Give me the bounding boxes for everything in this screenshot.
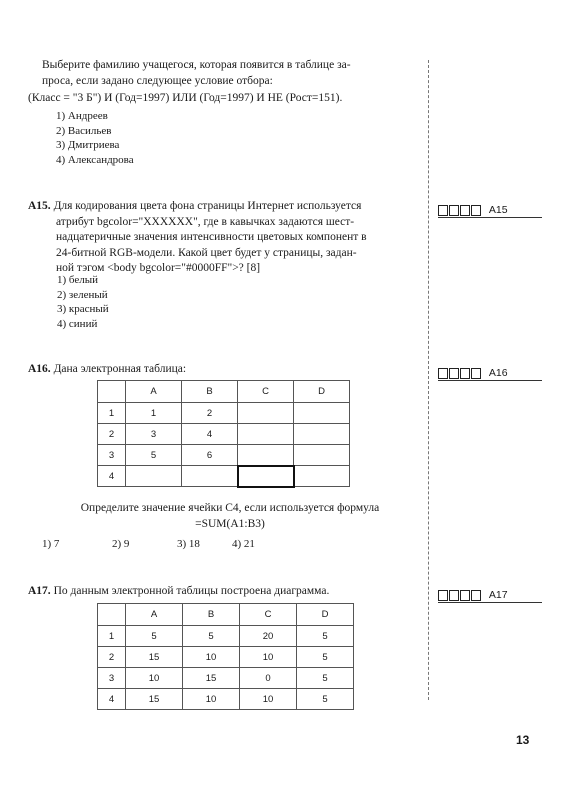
answer-cell[interactable] bbox=[438, 590, 448, 601]
a17-spreadsheet bbox=[97, 603, 354, 710]
row-header: 4 bbox=[98, 689, 126, 710]
answer-box-a15[interactable] bbox=[438, 204, 542, 218]
table-row bbox=[98, 466, 350, 487]
cell: 10 bbox=[240, 647, 297, 668]
table-row bbox=[98, 424, 350, 445]
cell: 5 bbox=[297, 647, 354, 668]
row-header: 3 bbox=[98, 445, 126, 466]
option[interactable]: 3) 18 bbox=[177, 538, 200, 550]
cell: 15 bbox=[126, 647, 183, 668]
cell: 5 bbox=[297, 668, 354, 689]
cell: 5 bbox=[297, 626, 354, 647]
cell: 15 bbox=[126, 689, 183, 710]
header-cell bbox=[98, 381, 126, 403]
margin-divider bbox=[428, 60, 429, 700]
cell bbox=[294, 445, 350, 466]
option[interactable]: 1) белый bbox=[57, 274, 99, 286]
cell: 2 bbox=[182, 403, 238, 424]
table-row bbox=[98, 403, 350, 424]
question-line: По данным электронной таблицы построена диаграмма. bbox=[53, 585, 330, 597]
question-number: А17. bbox=[28, 585, 51, 597]
answer-cell[interactable] bbox=[460, 368, 470, 379]
selected-cell-c4 bbox=[238, 466, 294, 487]
question-line: ной тэгом <body bgcolor="#0000FF">? [8] bbox=[56, 262, 261, 274]
option[interactable]: 2) Васильев bbox=[56, 124, 112, 137]
a17-question bbox=[28, 584, 329, 600]
answer-cell[interactable] bbox=[471, 590, 481, 601]
row-header: 2 bbox=[98, 647, 126, 668]
cell: 10 bbox=[240, 689, 297, 710]
answer-cell[interactable] bbox=[471, 368, 481, 379]
table-header-row bbox=[98, 381, 350, 403]
cell: 6 bbox=[182, 445, 238, 466]
table-row bbox=[98, 626, 354, 647]
header-cell bbox=[98, 604, 126, 626]
cell: 10 bbox=[183, 647, 240, 668]
row-header: 3 bbox=[98, 668, 126, 689]
prev-question-text bbox=[42, 58, 412, 89]
header-cell: B bbox=[183, 604, 240, 626]
question-number: А16. bbox=[28, 363, 51, 375]
cell bbox=[126, 466, 182, 487]
cell bbox=[294, 424, 350, 445]
table-header-row bbox=[98, 604, 354, 626]
table-row bbox=[98, 445, 350, 466]
option[interactable]: 2) зеленый bbox=[57, 288, 108, 301]
cell: 1 bbox=[126, 403, 182, 424]
header-cell: A bbox=[126, 381, 182, 403]
answer-label: А17 bbox=[488, 589, 508, 602]
a15-options bbox=[57, 273, 109, 331]
cell: 5 bbox=[126, 445, 182, 466]
cell: 5 bbox=[126, 626, 183, 647]
table-row bbox=[98, 689, 354, 710]
a16-formula-question bbox=[40, 501, 420, 532]
answer-cell[interactable] bbox=[460, 590, 470, 601]
option[interactable]: 2) 9 bbox=[112, 538, 130, 550]
answer-cell[interactable] bbox=[438, 205, 448, 216]
cell bbox=[294, 466, 350, 487]
row-header: 1 bbox=[98, 626, 126, 647]
cell: 15 bbox=[183, 668, 240, 689]
answer-box-a17[interactable] bbox=[438, 589, 542, 603]
question-line: Для кодирования цвета фона страницы Интернет используется bbox=[53, 200, 362, 212]
answer-cell[interactable] bbox=[471, 205, 481, 216]
question-line: 24-битной RGB-модели. Какой цвет будет у страницы, задан- bbox=[56, 246, 357, 259]
answer-cell[interactable] bbox=[449, 205, 459, 216]
cell: 0 bbox=[240, 668, 297, 689]
table-row bbox=[98, 668, 354, 689]
cell bbox=[238, 403, 294, 424]
answer-cell[interactable] bbox=[449, 368, 459, 379]
cell: 3 bbox=[126, 424, 182, 445]
answer-cell[interactable] bbox=[460, 205, 470, 216]
question-line: Дана электронная таблица: bbox=[53, 363, 187, 375]
header-cell: D bbox=[294, 381, 350, 403]
question-number: А15. bbox=[28, 200, 51, 212]
answer-label: А16 bbox=[488, 367, 508, 380]
answer-cell[interactable] bbox=[438, 368, 448, 379]
cell bbox=[238, 445, 294, 466]
prev-question-options bbox=[56, 109, 134, 167]
a16-spreadsheet bbox=[97, 380, 350, 488]
option[interactable]: 3) красный bbox=[57, 303, 109, 315]
cell: 10 bbox=[183, 689, 240, 710]
option[interactable]: 1) 7 bbox=[42, 538, 60, 550]
prev-question-condition: (Класс = "3 Б") И (Год=1997) ИЛИ (Год=1997) И НЕ (Рост=151). bbox=[28, 92, 343, 104]
header-cell: C bbox=[240, 604, 297, 626]
answer-label: А15 bbox=[488, 204, 508, 217]
answer-box-a16[interactable] bbox=[438, 367, 542, 381]
header-cell: D bbox=[297, 604, 354, 626]
question-line: Определите значение ячейки С4, если используется формула bbox=[80, 502, 380, 514]
option[interactable]: 3) Дмитриева bbox=[56, 139, 120, 151]
formula: =SUM(A1:B3) bbox=[195, 517, 265, 530]
prev-question-line: проса, если задано следующее условие отбора: bbox=[42, 74, 273, 87]
row-header: 4 bbox=[98, 466, 126, 487]
a15-question bbox=[28, 199, 413, 277]
cell: 5 bbox=[297, 689, 354, 710]
row-header: 2 bbox=[98, 424, 126, 445]
question-line: надцатеричные значения интенсивности цветовых компонент в bbox=[56, 231, 367, 243]
header-cell: B bbox=[182, 381, 238, 403]
answer-cell[interactable] bbox=[449, 590, 459, 601]
option[interactable]: 4) синий bbox=[57, 317, 98, 330]
page-number: 13 bbox=[516, 733, 530, 747]
option[interactable]: 1) Андреев bbox=[56, 110, 108, 122]
cell bbox=[238, 424, 294, 445]
table-row bbox=[98, 647, 354, 668]
cell bbox=[294, 403, 350, 424]
a16-question bbox=[28, 362, 186, 378]
row-header: 1 bbox=[98, 403, 126, 424]
option[interactable]: 4) Александрова bbox=[56, 153, 134, 166]
cell: 10 bbox=[126, 668, 183, 689]
question-line: атрибут bgcolor="XXXXXX", где в кавычках задаются шест- bbox=[56, 215, 355, 228]
option[interactable]: 4) 21 bbox=[232, 538, 255, 550]
cell: 5 bbox=[183, 626, 240, 647]
header-cell: A bbox=[126, 604, 183, 626]
cell: 4 bbox=[182, 424, 238, 445]
cell: 20 bbox=[240, 626, 297, 647]
prev-question-line: Выберите фамилию учащегося, которая появится в таблице за- bbox=[42, 59, 351, 71]
header-cell: C bbox=[238, 381, 294, 403]
cell bbox=[182, 466, 238, 487]
